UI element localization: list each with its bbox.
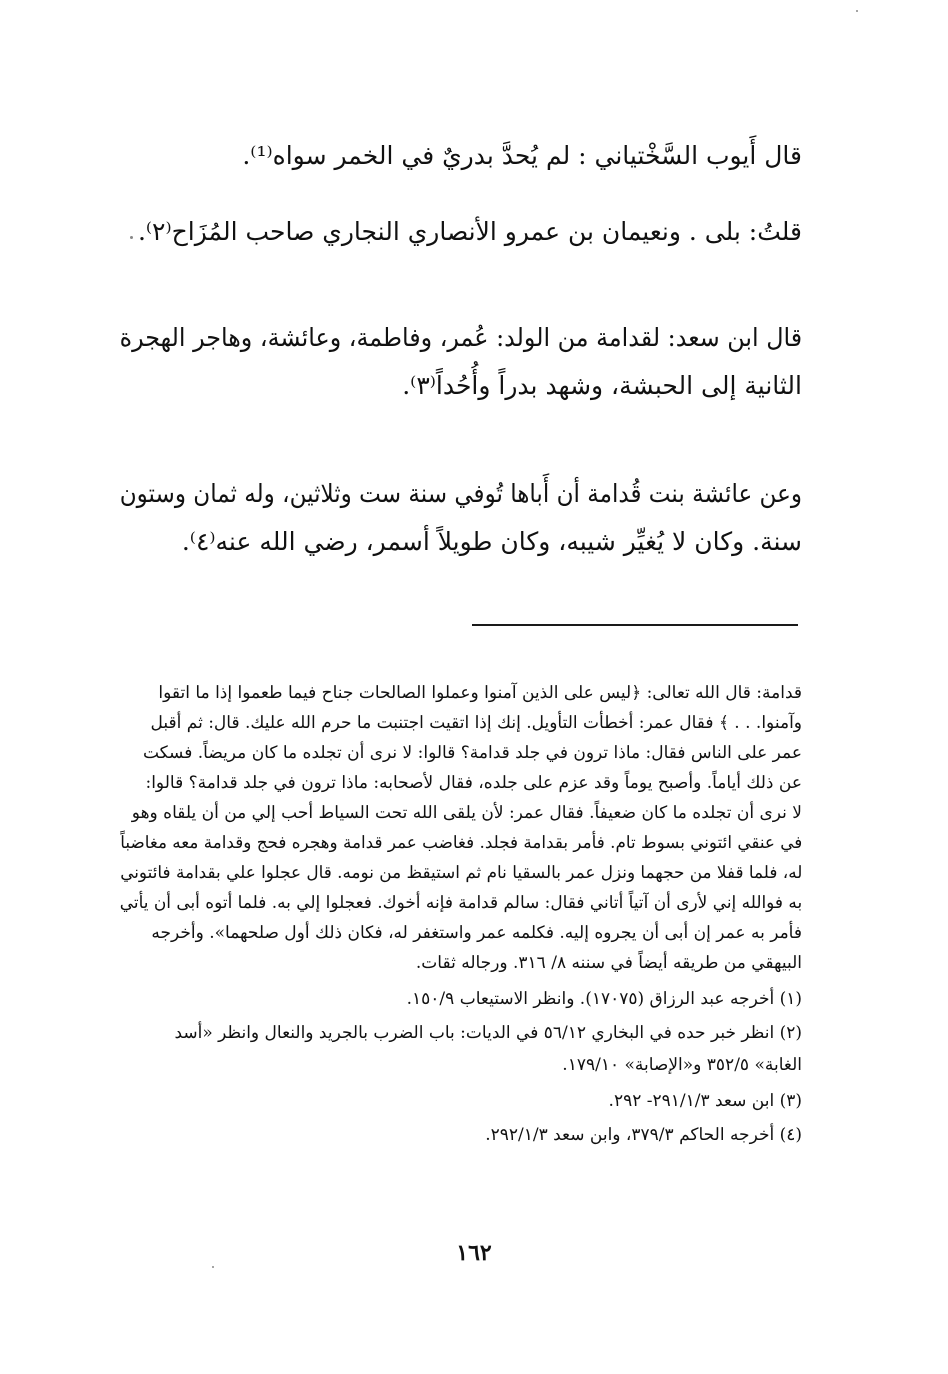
paragraph-aisha-line1: وعن عائشة بنت قُدامة أن أَباها تُوفي سنة ست وثلاثين، وله ثمان وستون [119, 479, 802, 508]
footnote-line: وآمنوا. . . ﴾ فقال عمر: أخطأت التأويل. إنك إذا اتقيت اجتنبت ما حرم الله عليك. قال: ثم أقبل [150, 713, 802, 733]
footnote-1: (١) أخرجه عبد الرزاق (١٧٠٧٥). وانظر الاستيعاب ١٥٠/٩. [406, 989, 802, 1009]
paragraph-ayyub: قال أَيوب السَّخْتياني : لم يُحدَّ بدريٌ في الخمر سواه⁽¹⁾. [242, 141, 802, 170]
footnote-line: لا نرى أن تجلده ما كان ضعيفاً. فقال عمر: لأن يلقى الله تحت السياط أحب إلي من أن يلقاه وهو [131, 803, 802, 823]
paragraph-qultu: قلتُ: بلى . ونعيمان بن عمرو الأنصاري النجاري صاحب المُزَاح⁽٢⁾. [137, 217, 802, 246]
footnote-line: له، فلما قفلا من حجهما ونزل عمر بالسقيا نام ثم استيقظ من نومه. قال عجلوا علي بقدامة فائتوني [119, 863, 802, 883]
paragraph-ibn-saad-line1: قال ابن سعد: لقدامة من الولد: عُمر، وفاطمة، وعائشة، وهاجر الهجرة [119, 323, 802, 352]
footnote-line: به فوالله إني لأرى أن آتياً أتاني فقال: سالم قدامة فإنه أخوك. فعجلوا إلي به. فلما أتوه أبى أن يأتي [119, 893, 802, 913]
footnote-4: (٤) أخرجه الحاكم ٣٧٩/٣، وابن سعد ٢٩٢/١/٣. [485, 1125, 802, 1145]
footnote-line: عمر على الناس فقال: ماذا ترون في جلد قدامة؟ قالوا: لا نرى أن تجلده ما كان مريضاً. فسكت [142, 743, 802, 763]
footnote-line: البيهقي من طريقه أيضاً في سننه ٨/ ٣١٦. ورجاله ثقات. [415, 953, 802, 973]
paragraph-aisha-line2: سنة. وكان لا يُغيِّر شيبه، وكان طويلاً أسمر، رضي الله عنه⁽٤⁾. [181, 527, 802, 556]
paragraph-ibn-saad-line2: الثانية إلى الحبشة، وشهد بدراً وأُحُداً⁽٣⁾. [402, 371, 802, 400]
scan-speck [130, 236, 133, 239]
footnote-3: (٣) ابن سعد ٢٩١/١/٣- ٢٩٢. [608, 1091, 802, 1111]
footnote-line: قدامة: قال الله تعالى: ﴿ليس على الذين آمنوا وعملوا الصالحات جناح فيما طعموا إذا ما اتقوا [158, 683, 802, 703]
page-number: ١٦٢ [456, 1240, 492, 1266]
scan-speck [212, 1266, 214, 1268]
footnote-2-line1: (٢) انظر خبر حده في البخاري ٥٦/١٢ في الديات: باب الضرب بالجريد والنعال وانظر «أسد [174, 1023, 802, 1043]
scan-speck [856, 10, 858, 12]
footnote-line: فأمر به عمر إن أبى أن يجروه إليه. فكلمه عمر واستغفر له، فكان ذلك أول صلحهما». وأخرجه [151, 923, 802, 943]
footnote-2-line2: الغابة» ٣٥٢/٥ و«الإصابة» ١٧٩/١٠. [562, 1055, 802, 1075]
footnote-separator [472, 624, 798, 626]
footnote-line: عن ذلك أياماً. وأصبح يوماً وقد عزم على جلده، فقال لأصحابه: ماذا ترون في جلد قدامة؟ قالوا: [145, 773, 802, 793]
footnote-line: في عنقي ائتوني بسوط تام. فأمر بقدامة فجلد. فغاضب عمر قدامة وهجره فحج وقدامة معه مغاضباً [119, 833, 802, 853]
